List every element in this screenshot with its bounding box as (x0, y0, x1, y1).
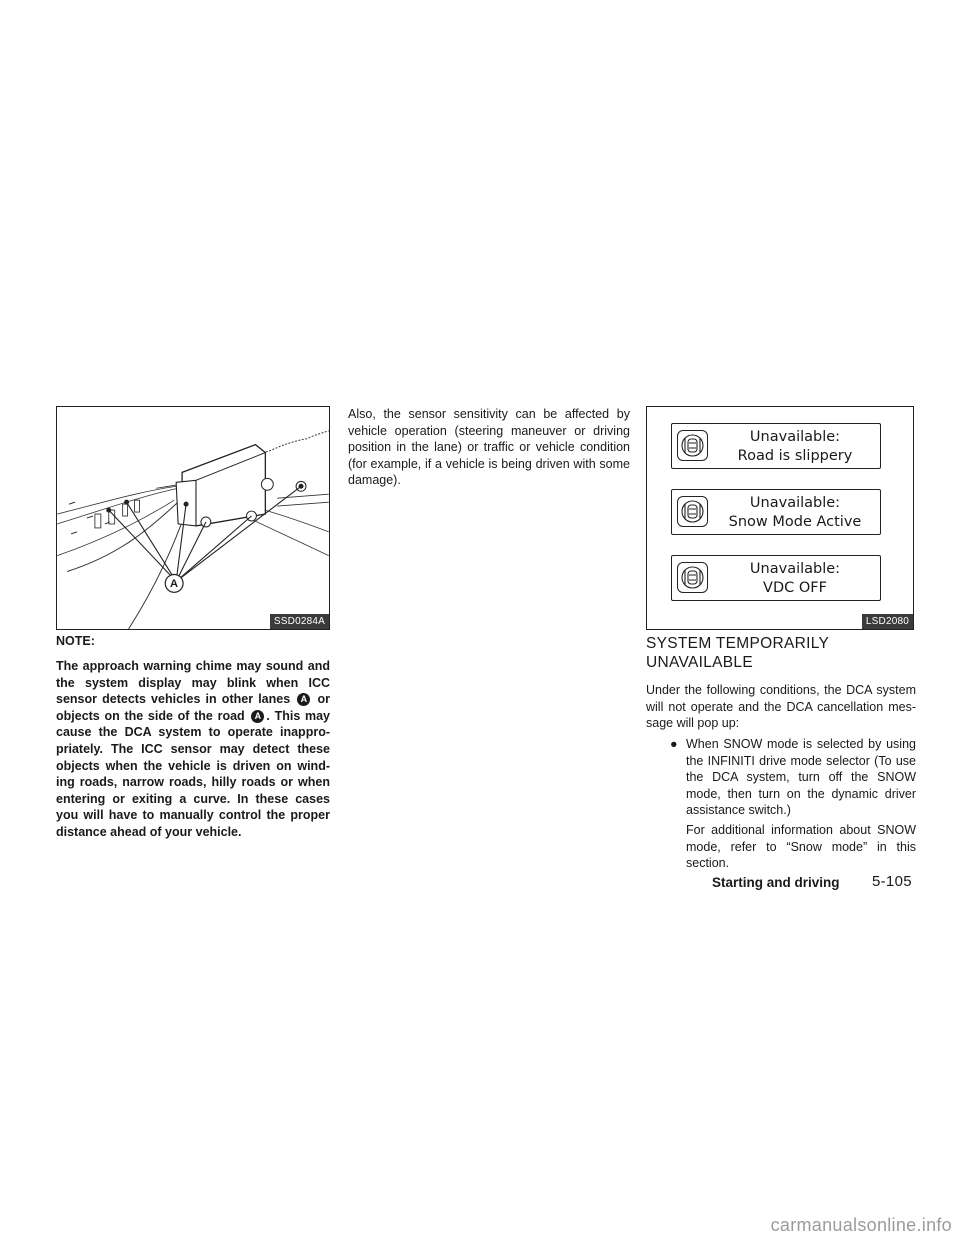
message-line2: Road is slippery (737, 448, 853, 464)
page-number: 5-105 (872, 873, 912, 890)
bullet-icon: ● (670, 737, 678, 751)
note-text-part3: . This may cause the DCA system to operate inappro-priately. The ICC sensor may detect these objects when the vehicle is driven on wind-ing roads, narrow roads, hilly roads or when entering or exiting a curve. In these cases you will have to manually control the proper distance ahead of your vehicle. (56, 708, 330, 839)
figure-unavailable-messages (646, 406, 914, 630)
note-body (56, 658, 330, 841)
sensor-sensitivity-paragraph: Also, the sensor sensitivity can be affected by vehicle operation (steering maneuver or driving position in the lane) or traffic or vehicle condition (for example, if a vehicle is being driven with some damage). (348, 407, 630, 488)
note-text-part1: The approach warning chime may sound and the system display may blink when ICC sensor detects vehicles in other lanes (56, 659, 330, 707)
figure-road-illustration (56, 406, 330, 630)
watermark: carmanualsonline.info (770, 1215, 952, 1235)
figure-caption: SSD0284A (270, 614, 329, 629)
message-line1: Unavailable: (749, 561, 841, 577)
section-heading: SYSTEM TEMPORARILY UNAVAILABLE (646, 635, 829, 671)
message-vdc-off (671, 555, 881, 601)
message-line2: Snow Mode Active (728, 514, 862, 530)
callout-label-a: A (170, 578, 178, 590)
callout-a-icon: A (251, 710, 264, 723)
note-heading: NOTE: (56, 634, 95, 648)
section-intro: Under the following conditions, the DCA system will not operate and the DCA cancellation mes-sage will pop up: (646, 683, 916, 731)
callout-a-icon: A (297, 693, 310, 706)
dca-vehicle-icon (677, 430, 708, 461)
note-text-part2: or objects on the side of the road (56, 692, 330, 723)
message-line1: Unavailable: (749, 429, 841, 445)
message-snow-mode (671, 489, 881, 535)
message-road-slippery (671, 423, 881, 469)
figure-caption: LSD2080 (862, 614, 913, 629)
dca-vehicle-icon (677, 496, 708, 527)
road-scene-drawing (57, 407, 329, 629)
message-line2: VDC OFF (763, 580, 827, 596)
message-line1: Unavailable: (749, 495, 841, 511)
footer-section-title: Starting and driving (712, 875, 840, 890)
bullet-text: When SNOW mode is selected by using the INFINITI drive mode selector (To use the DCA system, turn off the SNOW mode, then turn on the dynamic driver assistance switch.) (686, 737, 916, 818)
reference-text: For additional information about SNOW mode, refer to “Snow mode” in this section. (686, 823, 916, 871)
dca-vehicle-icon (677, 562, 708, 593)
